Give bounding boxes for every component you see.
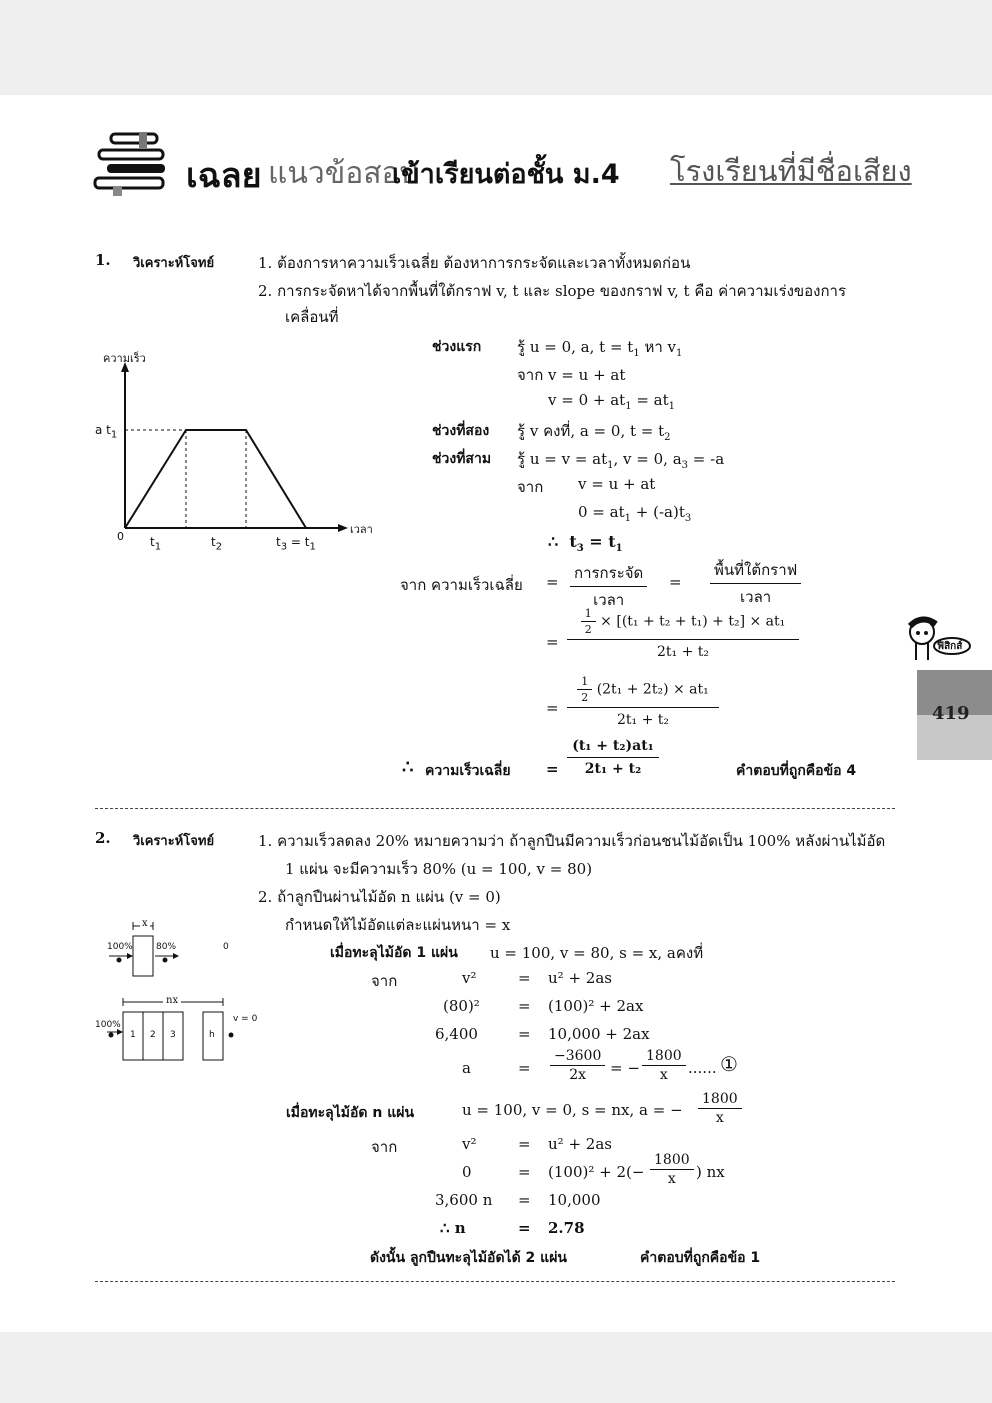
q2-r7-left: 3,600 n: [435, 1191, 493, 1209]
q2-r7-eq: =: [518, 1191, 531, 1209]
fig-100-percent: 100%: [107, 942, 133, 952]
q2-r7-right: 10,000: [548, 1191, 601, 1209]
q2-r6-tail: ) nx: [696, 1163, 725, 1181]
q2-r2-right: (100)² + 2ax: [548, 997, 644, 1015]
q2-case1-label: เมื่อทะลุไม้อัด 1 แผ่น: [330, 945, 458, 961]
q2-r5-right: u² + 2as: [548, 1135, 612, 1153]
q1-fraction-trapezoid: $\frac{1}{2}$ × [(t₁ + t₂ + t₁) + t₂] × at₁ 2t₁ + t₂: [567, 607, 799, 660]
q2-r4-dots: ......: [688, 1059, 717, 1077]
q2-r3-eq: =: [518, 1025, 531, 1043]
q1-segment3-equation: v = u + at: [578, 475, 656, 493]
page-number: 419: [932, 703, 970, 724]
q1-fraction-area: $\frac{\text{พื้นที่ใต้กราฟ}}{\text{เวลา}}$: [710, 558, 801, 609]
q1-line2b: เคลื่อนที่: [285, 308, 339, 326]
q1-t3-result: ∴ $t_3 = t_1$: [548, 532, 623, 555]
q2-r3-left: 6,400: [435, 1025, 478, 1043]
q1-segment3-from: จาก: [517, 478, 544, 496]
q2-case2-frac: $\frac{1800}{x}$: [698, 1091, 742, 1126]
q1-answer: คำตอบที่ถูกคือข้อ 4: [736, 763, 857, 779]
velocity-time-graph: [110, 360, 360, 540]
q1-segment2-given: รู้ v คงที่, a = 0, $t = t_2$: [517, 422, 671, 443]
q2-r8-right: 2.78: [548, 1219, 585, 1237]
q2-r4-mid: = −: [610, 1059, 640, 1077]
fig-board-1: 1: [130, 1030, 136, 1040]
q2-r6-frac: $\frac{1800}{x}$: [650, 1152, 694, 1187]
q1-segment1-from: จาก v = u + at: [517, 366, 626, 384]
fig-board-3: 3: [170, 1030, 176, 1040]
q1-final-eq: =: [546, 760, 559, 778]
graph-ylabel: ความเร็ว: [103, 352, 146, 365]
fig-board-n: h: [209, 1030, 215, 1040]
q2-r4-frac2: $\frac{1800}{x}$: [642, 1048, 686, 1083]
q2-answer: คำตอบที่ถูกคือข้อ 1: [640, 1250, 761, 1266]
fig-100-percent-b: 100%: [95, 1020, 121, 1030]
fig-zero: 0: [223, 942, 229, 952]
q2-r2-left: (80)²: [443, 997, 480, 1015]
q1-eq4: =: [546, 699, 559, 717]
fig-x-label: x: [142, 918, 148, 929]
q2-r5-eq: =: [518, 1135, 531, 1153]
q1-segment3-label: ช่วงที่สาม: [432, 451, 492, 467]
equation-marker-1: ①: [720, 1052, 738, 1076]
q1-segment1-given: รู้ u = 0, a, $t = t_1$ หา $v_1$: [517, 338, 683, 359]
header-word-school: โรงเรียนที่มีชื่อเสียง: [670, 154, 912, 188]
q1-label: วิเคราะห์โจทย์: [133, 256, 215, 271]
q2-conclusion: ดังนั้น ลูกปืนทะลุไม้อัดได้ 2 แผ่น: [370, 1250, 567, 1266]
q2-r4-eq: =: [518, 1059, 531, 1077]
q1-avg-label: จาก ความเร็วเฉลี่ย: [400, 576, 523, 594]
q1-eq3: =: [546, 633, 559, 651]
q2-r6-left: 0: [462, 1163, 472, 1181]
header-word-solution: เฉลย: [186, 156, 262, 196]
q1-final-therefore: ∴: [402, 757, 414, 778]
graph-origin: 0: [117, 530, 124, 543]
q2-label: วิเคราะห์โจทย์: [133, 834, 215, 849]
q1-line2: 2. การกระจัดหาได้จากพื้นที่ใต้กราฟ v, t และ slope ของกราฟ v, t คือ ค่าความเร่งของการ: [258, 282, 847, 300]
graph-tick-t1: $t_1$: [150, 535, 162, 553]
books-icon: [93, 130, 173, 198]
q2-line1: 1. ความเร็วลดลง 20% หมายความว่า ถ้าลูกปืนมีความเร็วก่อนชนไม้อัดเป็น 100% หลังผ่านไม้อัด: [258, 832, 886, 850]
q2-r8-eq: =: [518, 1219, 531, 1237]
mascot-label: ฟิสิกส์: [937, 641, 963, 652]
q2-case1-from: จาก: [371, 972, 398, 990]
q2-r1-eq: =: [518, 969, 531, 987]
graph-xlabel: เวลา: [350, 523, 373, 536]
q2-case2-given: u = 100, v = 0, s = nx, a = −: [462, 1101, 683, 1119]
q1-segment2-label: ช่วงที่สอง: [432, 423, 490, 439]
fig-nx-label: nx: [163, 995, 181, 1006]
q2-r2-eq: =: [518, 997, 531, 1015]
divider-2: [95, 1281, 895, 1282]
q2-line2b: กำหนดให้ไม้อัดแต่ละแผ่นหนา = x: [285, 916, 511, 934]
header-word-grade: เข้าเรียนต่อชั้น ม.4: [392, 159, 620, 190]
q2-number: 2.: [95, 829, 111, 847]
q2-case2-from: จาก: [371, 1138, 398, 1156]
fig-v-zero: v = 0: [233, 1014, 258, 1024]
q1-fraction-simplified: $\frac{1}{2}$ (2t₁ + 2t₂) × at₁ 2t₁ + t₂: [567, 675, 719, 728]
q1-avg-eq: =: [546, 573, 559, 591]
q2-line2: 2. ถ้าลูกปืนผ่านไม้อัด n แผ่น (v = 0): [258, 888, 501, 906]
q1-segment3-given: รู้ $u = v = at_1$, v = 0, $a_3 = -a$: [517, 450, 725, 471]
q2-r3-right: 10,000 + 2ax: [548, 1025, 650, 1043]
q1-final-fraction: (t₁ + t₂)at₁ 2t₁ + t₂: [567, 738, 659, 777]
q1-number: 1.: [95, 251, 111, 269]
q2-r4-frac1: $\frac{-3600}{2x}$: [550, 1048, 605, 1083]
fig-80-percent: 80%: [156, 942, 177, 952]
q2-r6-right: (100)² + 2(−: [548, 1163, 645, 1181]
fig-board-2: 2: [150, 1030, 156, 1040]
q2-r4-left: a: [462, 1059, 471, 1077]
q2-r1-left: v²: [462, 969, 477, 987]
q1-fraction-displacement: $\frac{\text{การกระจัด}}{\text{เวลา}}$: [570, 561, 647, 612]
divider-1: [95, 808, 895, 809]
q1-final-label: ความเร็วเฉลี่ย: [425, 763, 511, 779]
header-word-exam-guide: แนวข้อสอบ: [268, 156, 419, 191]
q2-r1-right: u² + 2as: [548, 969, 612, 987]
q2-line1b: 1 แผ่น จะมีความเร็ว 80% (u = 100, v = 80): [285, 860, 593, 878]
q1-line1: 1. ต้องการหาความเร็วเฉลี่ย ต้องหาการกระจัดและเวลาทั้งหมดก่อน: [258, 254, 691, 272]
q1-segment3-substitution: $0 = at_1 + (-a)t_3$: [578, 503, 692, 524]
q2-case1-given: u = 100, v = 80, s = x, aคงที่: [490, 944, 704, 962]
q2-case2-label: เมื่อทะลุไม้อัด n แผ่น: [286, 1105, 415, 1121]
q2-r6-eq: =: [518, 1163, 531, 1181]
graph-tick-t2: $t_2$: [211, 535, 223, 553]
q1-segment1-result: $v = 0 + at_1 = at_1$: [548, 391, 676, 412]
q1-segment1-label: ช่วงแรก: [432, 339, 482, 355]
q2-r5-left: v²: [462, 1135, 477, 1153]
q1-avg-eq2: =: [669, 573, 682, 591]
graph-tick-t3: $t_3 = t_1$: [276, 535, 316, 553]
graph-ymark: a $t_1$: [95, 423, 118, 441]
q2-r8-left: ∴ n: [440, 1219, 466, 1237]
